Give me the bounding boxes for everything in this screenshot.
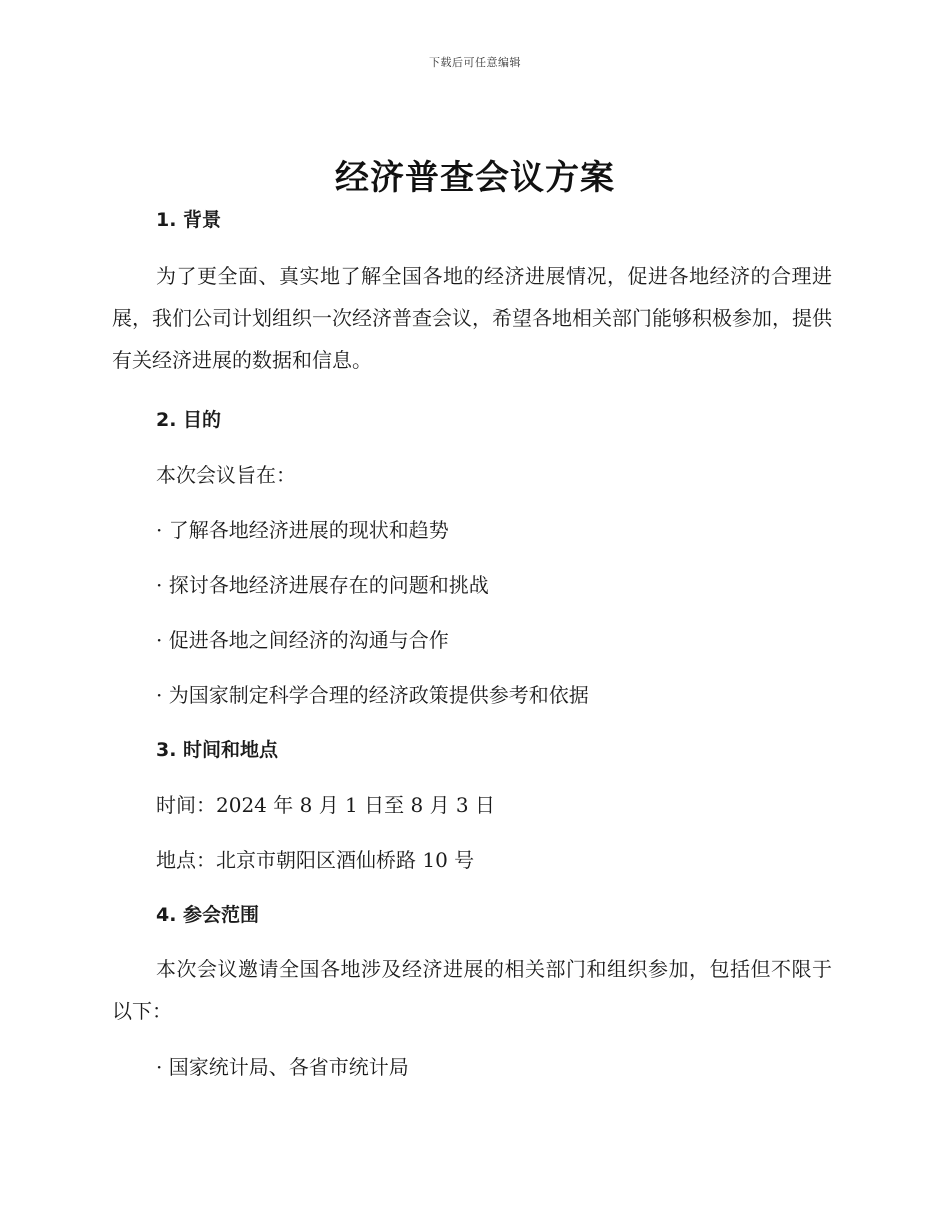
page-header-note: 下载后可任意编辑	[429, 56, 521, 69]
section-heading-scope: 4. 参会范围	[156, 904, 260, 926]
document-body	[112, 204, 832, 1083]
scope-item: · 国家统计局、各省市统计局	[156, 1055, 409, 1079]
meeting-place: 地点：北京市朝阳区酒仙桥路 10 号	[156, 848, 475, 872]
purpose-item: · 探讨各地经济进展存在的问题和挑战	[156, 573, 489, 597]
purpose-item: · 促进各地之间经济的沟通与合作	[156, 628, 449, 652]
purpose-item: · 为国家制定科学合理的经济政策提供参考和依据	[156, 683, 589, 707]
scope-paragraph: 本次会议邀请全国各地涉及经济进展的相关部门和组织参加，包括但不限于以下：	[112, 957, 832, 1023]
meeting-time: 时间：2024 年 8 月 1 日至 8 月 3 日	[156, 793, 496, 817]
document-title: 经济普查会议方案	[335, 158, 615, 198]
section-heading-time-place: 3. 时间和地点	[156, 739, 279, 761]
section-heading-background: 1. 背景	[156, 209, 222, 231]
section-heading-purpose: 2. 目的	[156, 409, 222, 431]
purpose-intro: 本次会议旨在：	[156, 463, 296, 487]
purpose-item: · 了解各地经济进展的现状和趋势	[156, 518, 449, 542]
background-paragraph: 为了更全面、真实地了解全国各地的经济进展情况，促进各地经济的合理进展，我们公司计划组织一次经济普查会议，希望各地相关部门能够积极参加，提供有关经济进展的数据和信息。	[112, 264, 832, 372]
